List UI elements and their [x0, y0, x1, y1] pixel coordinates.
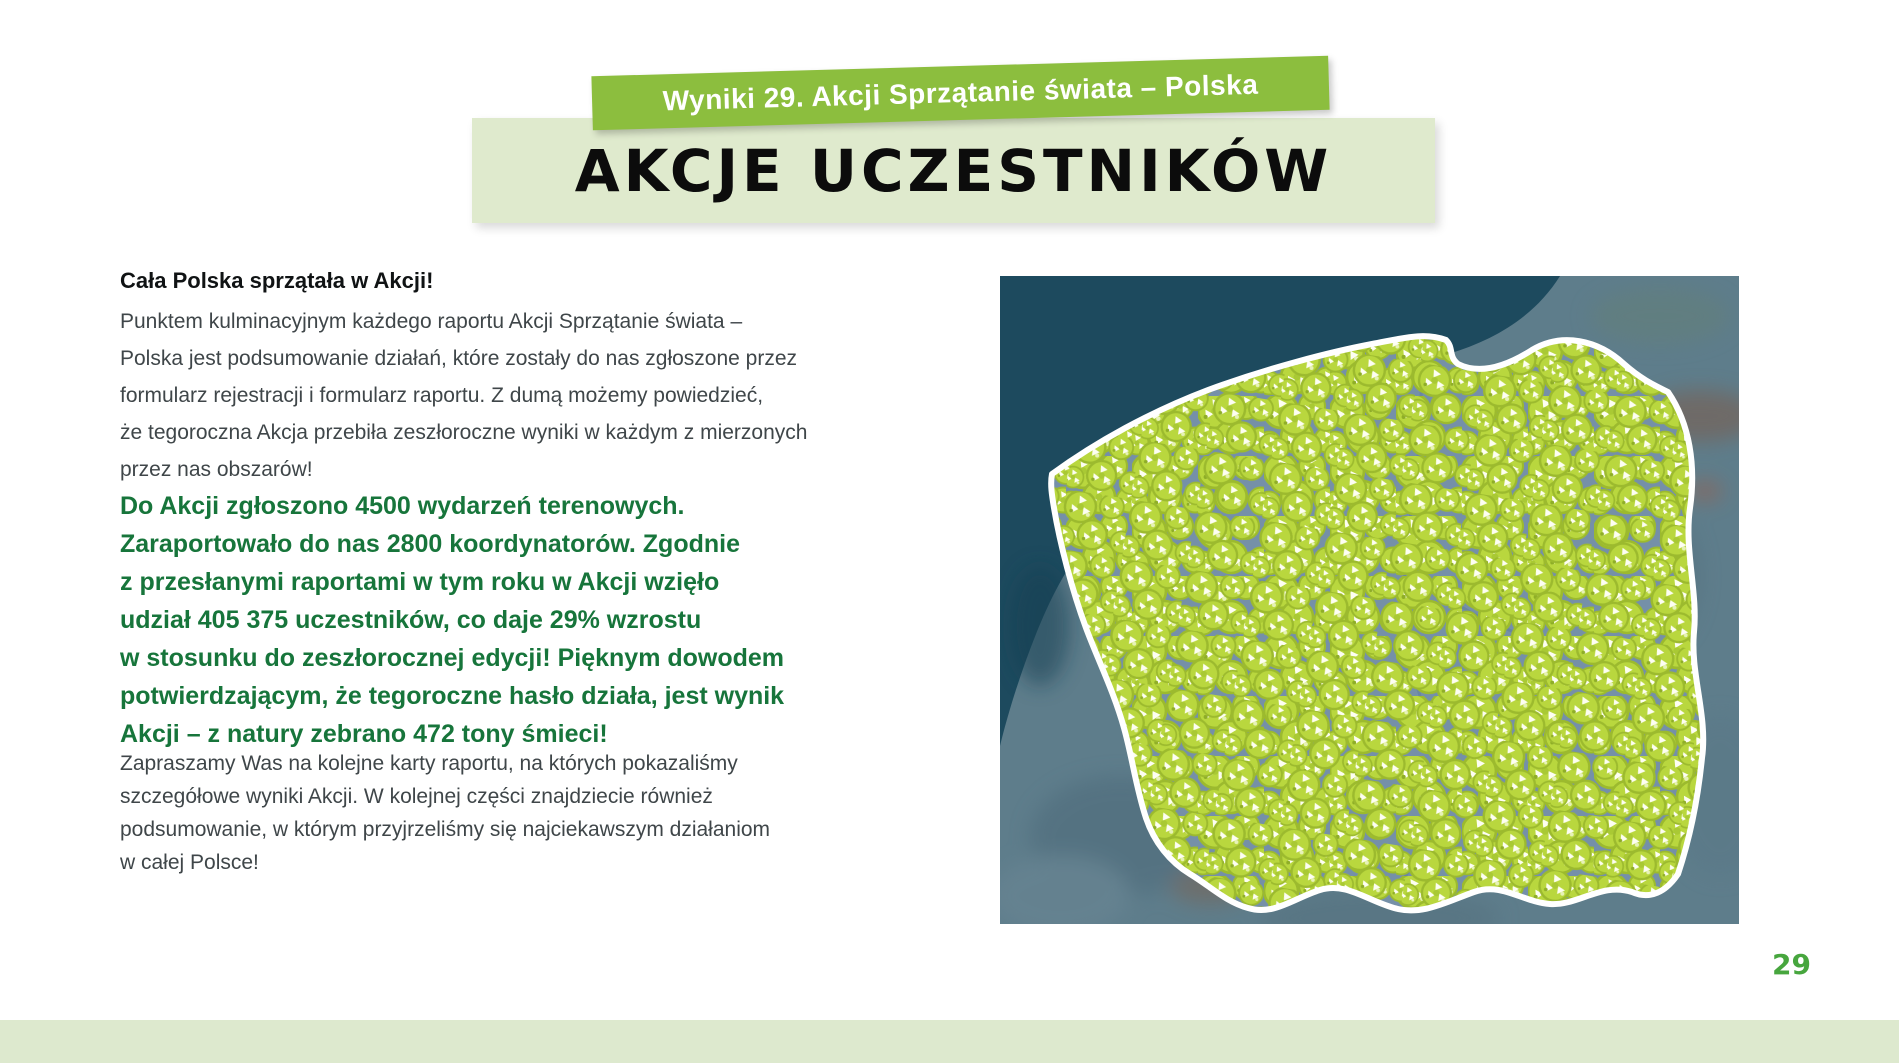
closing-paragraph: Zapraszamy Was na kolejne karty raportu, na których pokazaliśmy szczegółowe wyniki Akcji. W kolejnej części znajdziecie również podsumowanie, w którym przyjrzeliśmy się najciekawszym działaniom w całej Polsce! [120, 752, 771, 874]
page-number: 29 [1772, 948, 1811, 981]
article-heading: Cała Polska sprzątała w Akcji! [120, 268, 434, 293]
kicker-text: Wyniki 29. Akcji Sprzątanie świata – Polska [662, 68, 1259, 117]
highlight-paragraph: Do Akcji zgłoszono 4500 wydarzeń terenowych. Zaraportowało do nas 2800 koordynatorów. Zgodnie z przesłanymi raportami w tym roku w Akcji wzięło udział 405 375 uczestników, co daje 29% wzrostu w stosunku do zeszłorocznej edycji! Pięknym dowodem potwierdzającym, że tegoroczne hasło działa, jest wynik Akcji – z natury zebrano 472 tony śmieci! [120, 492, 785, 748]
poland-actions-map [1000, 276, 1739, 924]
intro-paragraph: Punktem kulminacyjnym każdego raportu Akcji Sprzątanie świata – Polska jest podsumowanie działań, które zostały do nas zgłoszone przez formularz rejestracji i formularz raportu. Z dumą możemy powiedzieć, że tegoroczna Akcja przebiła zeszłoroczne wyniki w każdym z mierzonych przez nas obszarów! [120, 310, 808, 481]
poland-map-image [1000, 276, 1739, 924]
footer-band [0, 1020, 1899, 1063]
title-banner [472, 118, 1435, 223]
page-title: AKCJE UCZESTNIKÓW [574, 136, 1333, 205]
